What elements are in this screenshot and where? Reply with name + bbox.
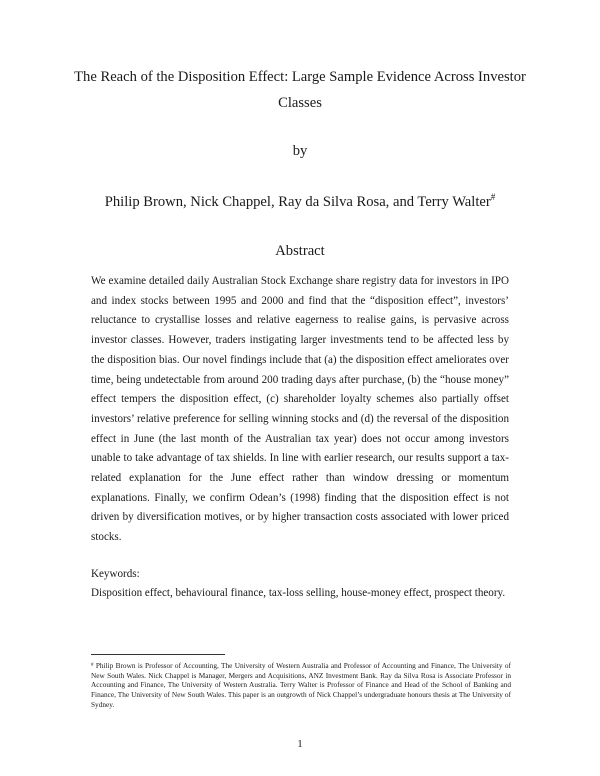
authors-text: Philip Brown, Nick Chappel, Ray da Silva Rosa, and Terry Walter xyxy=(104,194,491,210)
keywords-label: Keywords: xyxy=(91,568,140,580)
footnote-marker: # xyxy=(91,663,94,668)
page-number: 1 xyxy=(297,738,303,750)
author-list xyxy=(0,192,600,211)
abstract-body: We examine detailed daily Australian Stock Exchange share registry data for investors in IPO and index stocks between 1995 and 2000 and find that the “disposition effect”, investors’ reluctance to crystallise losses and relative eagerness to realise gains, is pervasive across investor classes. However, traders instigating larger investments tend to be affected less by the disposition bias. Our novel findings include that (a) the disposition effect ameliorates over time, being undetectable from around 200 trading days after purchase, (b) the “house money” effect tempers the disposition effect, (c) shareholder loyalty schemes also partially offset investors’ relative preference for selling winning stocks and (d) the reversal of the disposition effect in June (the last month of the Australian tax year) does not occur among investors unable to take advantage of tax shields. In line with earlier research, our results support a tax-related explanation for the June effect rather than window dressing or momentum explanations. Finally, we confirm Odean’s (1998) finding that the disposition effect is not driven by diversification motives, or by higher transaction costs associated with lower priced stocks. xyxy=(91,275,509,544)
keywords-text: Disposition effect, behavioural finance, tax-loss selling, house-money effect, prospect theory. xyxy=(91,587,506,599)
paper-title: The Reach of the Disposition Effect: Large Sample Evidence Across Investor Classes xyxy=(74,69,526,111)
by-line: by xyxy=(292,143,308,159)
author-footnote-marker: # xyxy=(490,192,496,202)
footnote-rule xyxy=(91,654,225,655)
footnote xyxy=(91,661,511,710)
abstract-heading: Abstract xyxy=(275,243,325,259)
footnote-text: Philip Brown is Professor of Accounting, The University of Western Australia and Professor of Accounting and Finance, The University of New South Wales. Nick Chappel is Manager, Mergers and Acquisitions, ANZ Investment Bank. Ray da Silva Rosa is Associate Professor in Accounting and Finance, The University of Western Australia. Terry Walter is Professor of Finance and Head of the School of Banking and Finance, The University of New South Wales. This paper is an outgrowth of Nick Chappel’s undergraduate honours thesis at The University of Sydney. xyxy=(91,661,511,709)
